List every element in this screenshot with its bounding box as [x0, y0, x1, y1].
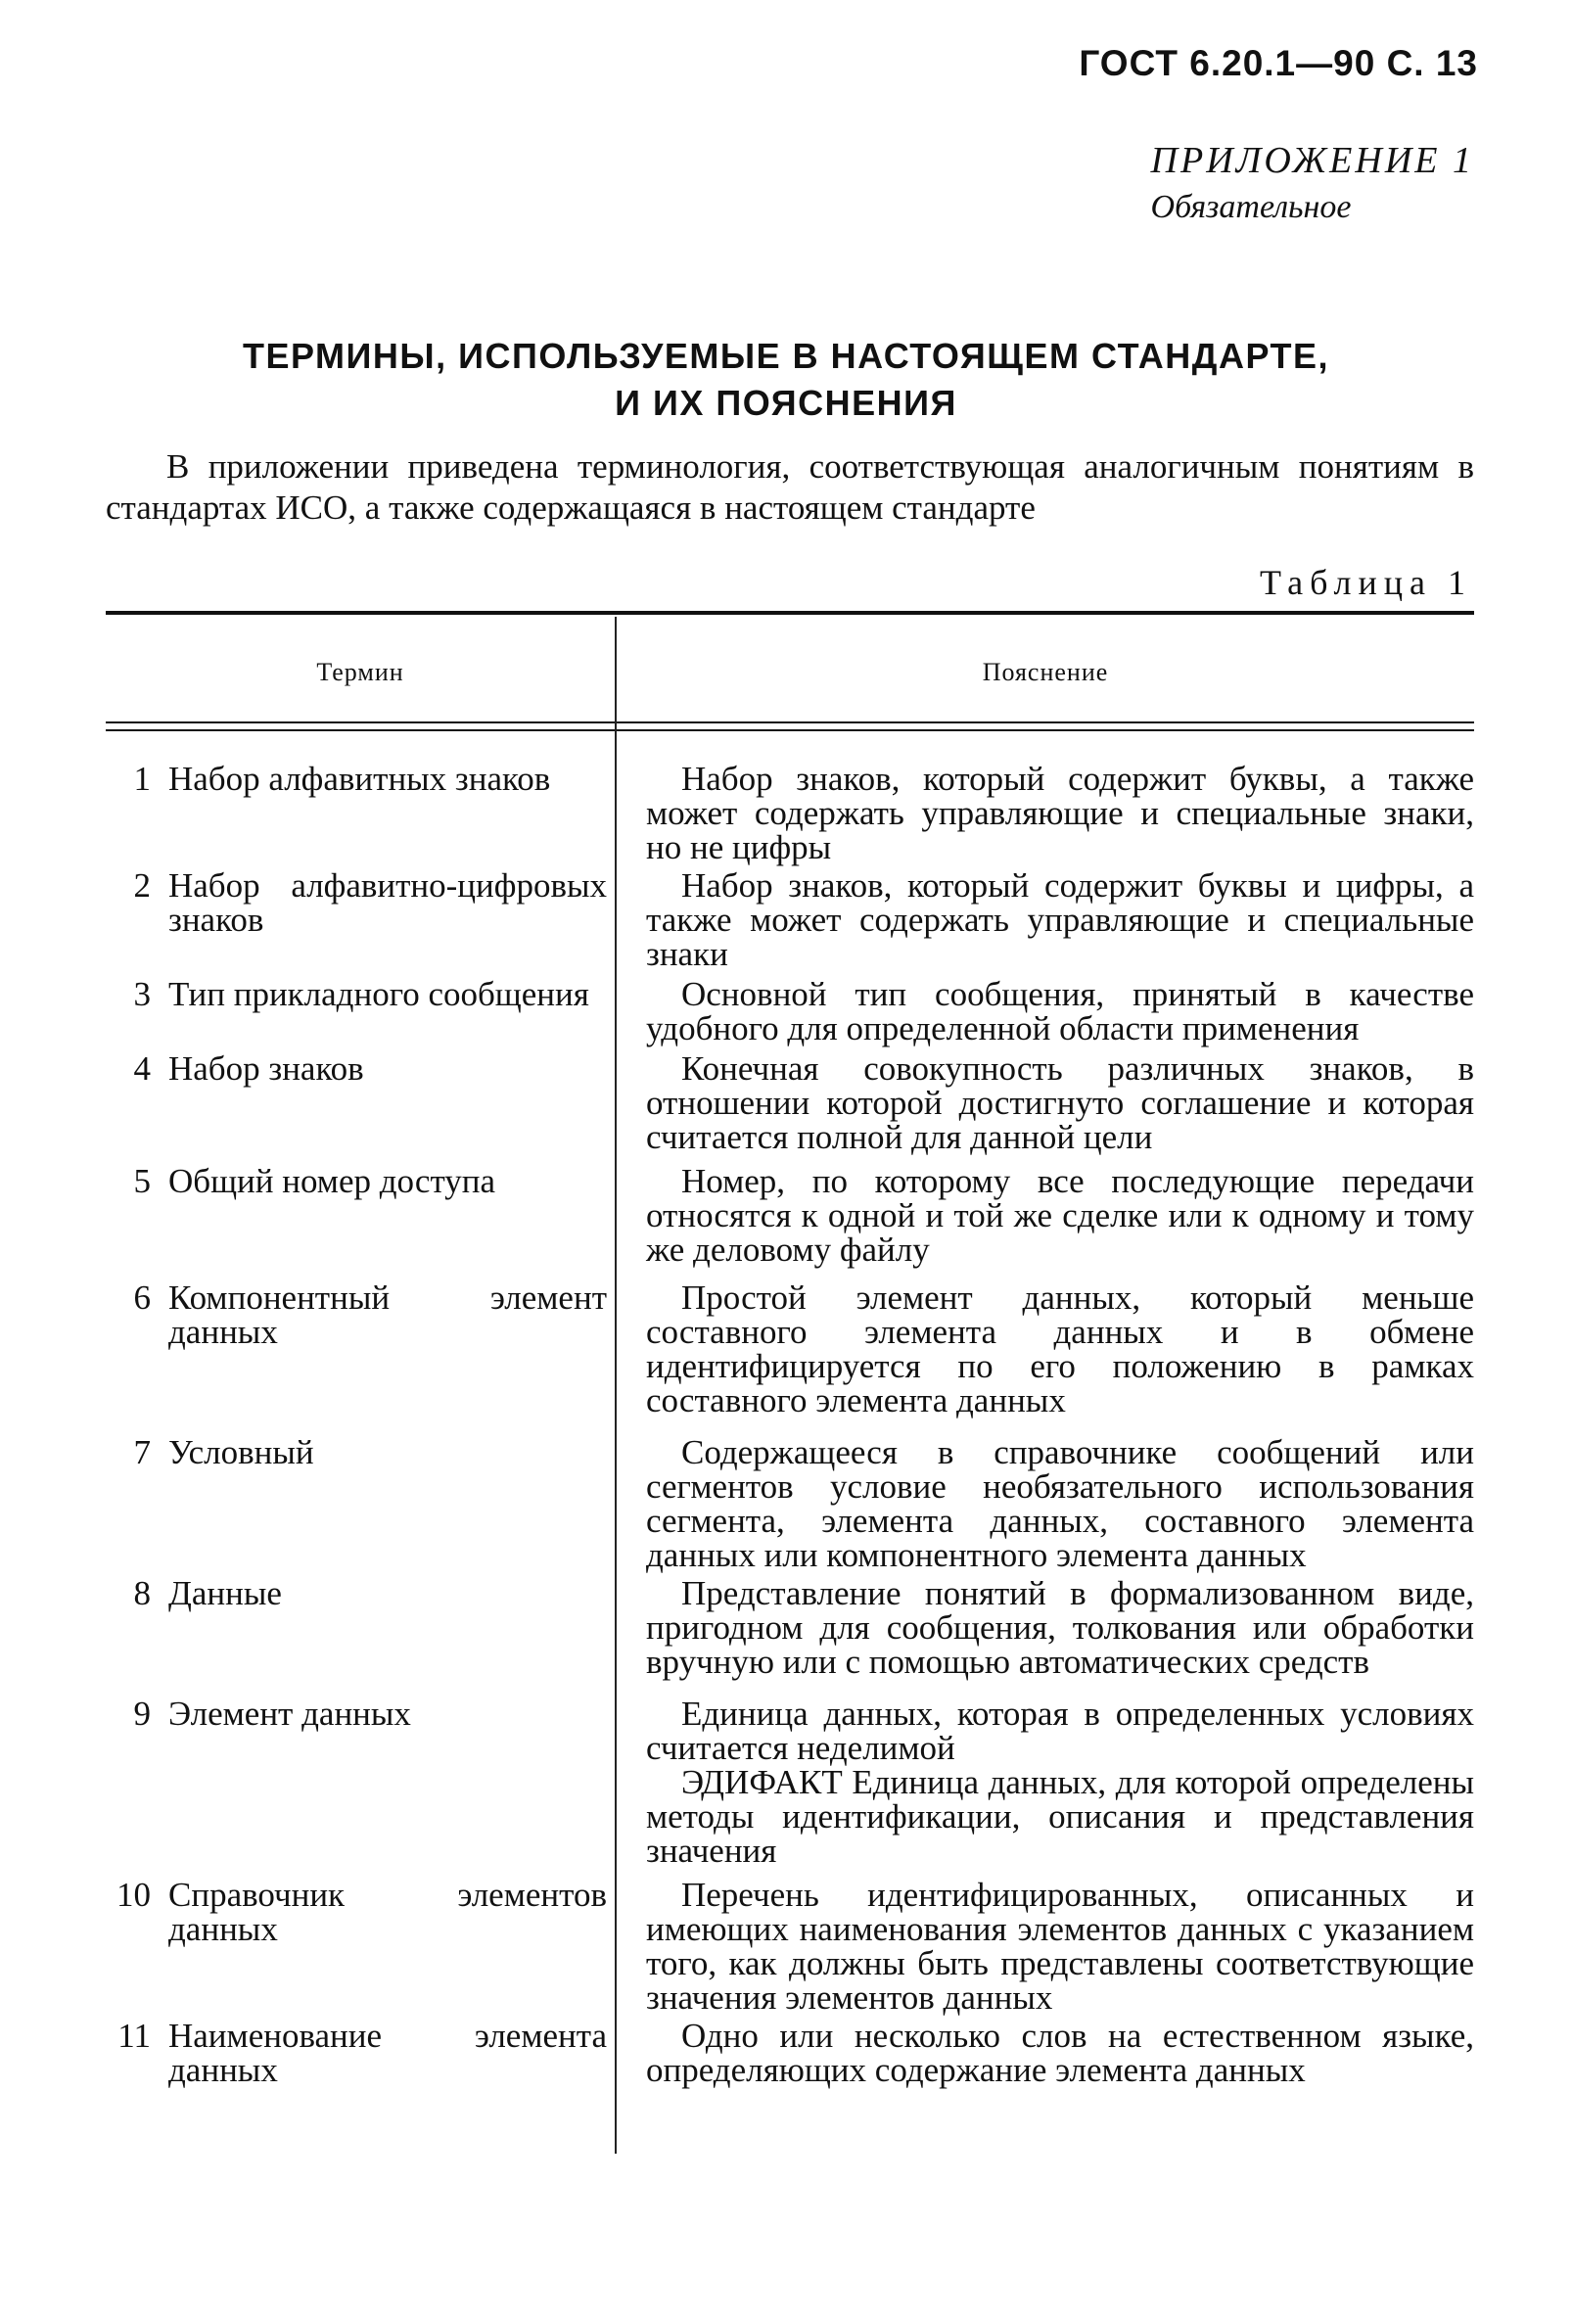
row-number: 7: [133, 1433, 151, 1471]
table-row: [106, 1435, 1474, 1572]
row-number: 10: [116, 1876, 151, 1914]
explanation-paragraph: ЭДИФАКТ Единица данных, для которой определены методы идентификации, описания и представления значения: [646, 1763, 1474, 1870]
term-text: Тип прикладного сообщения: [168, 975, 589, 1013]
explanation-paragraph: Одно или несколько слов на естественном языке, определяющих содержание элемента данных: [646, 2017, 1474, 2089]
explanation-paragraph: Набор знаков, который содержит буквы, а также может содержать управляющие и специальные знаки, но не цифры: [646, 760, 1474, 866]
table-label: Таблица 1: [1260, 563, 1472, 602]
row-number: 9: [133, 1695, 151, 1733]
term-text: Набор алфавитных знаков: [168, 760, 551, 798]
row-number: 8: [133, 1574, 151, 1612]
explanation-paragraph: Содержащееся в справочнике сообщений или сегментов условие необязательного использования сегмента, элемента данных, составного элемента данных или компонентного элемента данных: [646, 1433, 1474, 1574]
table-row: [106, 1280, 1474, 1418]
header-rule-2: [106, 729, 1474, 731]
table-row: [106, 977, 1474, 1046]
explanation-paragraph: Конечная совокупность различных знаков, в отношении которой достигнуто соглашение и которая считается полной для данной цели: [646, 1049, 1474, 1156]
table-row: [106, 1164, 1474, 1267]
table-row: [106, 762, 1474, 864]
term-text: Данные: [168, 1574, 282, 1612]
explanation-text: [646, 1878, 1474, 2015]
term-text: Справочник элементов данных: [168, 1876, 607, 1948]
explanation-paragraph: Номер, по которому все последующие передачи относятся к одной и той же сделке или к одному и тому же деловому файлу: [646, 1162, 1474, 1269]
explanation-paragraph: Единица данных, которая в определенных условиях считается неделимой: [646, 1695, 1474, 1767]
explanation-paragraph: Основной тип сообщения, принятый в качестве удобного для определенной области применения: [646, 975, 1474, 1047]
document-title: [0, 333, 1572, 427]
row-number: 3: [133, 975, 151, 1013]
appendix-label: ПРИЛОЖЕНИЕ 1: [1150, 140, 1474, 181]
explanation-text: [646, 1051, 1474, 1154]
table-row: [106, 1576, 1474, 1679]
table-row: [106, 1051, 1474, 1154]
explanation-text: [646, 1435, 1474, 1572]
appendix-block: [1151, 137, 1474, 231]
row-number: 2: [133, 866, 151, 905]
explanation-text: [646, 1697, 1474, 1868]
header-rule-1: [106, 721, 1474, 723]
term-text: Компонентный элемент данных: [168, 1278, 607, 1351]
explanation-paragraph: Простой элемент данных, который меньше составного элемента данных и в обмене идентифицируется по его положению в рамках составного элемента данных: [646, 1278, 1474, 1419]
table-row: [106, 2019, 1474, 2087]
row-number: 6: [133, 1278, 151, 1317]
term-text: Наименование элемента данных: [168, 2017, 607, 2089]
row-number: 4: [133, 1049, 151, 1088]
row-number: 11: [117, 2017, 151, 2055]
row-number: 5: [133, 1162, 151, 1200]
explanation-text: [646, 762, 1474, 864]
intro-paragraph: В приложении приведена терминология, соответствующая аналогичным понятиям в стандартах ИСО, а также содержащаяся в настоящем стандарте: [106, 447, 1474, 527]
terms-table-body: [106, 762, 1474, 2087]
explanation-text: [646, 1280, 1474, 1418]
table-row: [106, 1878, 1474, 2015]
term-text: Общий номер доступа: [168, 1162, 496, 1200]
explanation-paragraph: Представление понятий в формализованном виде, пригодном для сообщения, толкования или обработки вручную или с помощью автоматических средств: [646, 1574, 1474, 1681]
column-header-explanation: Пояснение: [982, 658, 1109, 686]
table-row: [106, 868, 1474, 971]
running-title: ГОСТ 6.20.1—90 С. 13: [1079, 43, 1478, 83]
explanation-paragraph: Перечень идентифицированных, описанных и имеющих наименования элементов данных с указанием того, как должны быть представлены соответствующие значения элементов данных: [646, 1876, 1474, 2017]
term-text: Набор алфавитно-цифровых знаков: [168, 866, 607, 939]
explanation-text: [646, 868, 1474, 971]
table-top-rule: [106, 611, 1474, 615]
column-header-term: Термин: [316, 658, 404, 686]
term-text: Набор знаков: [168, 1049, 364, 1088]
title-line-1: ТЕРМИНЫ, ИСПОЛЬЗУЕМЫЕ В НАСТОЯЩЕМ СТАНДАРТЕ,: [243, 336, 1329, 376]
row-number: 1: [133, 760, 151, 798]
explanation-paragraph: Набор знаков, который содержит буквы и цифры, а также может содержать управляющие и специальные знаки: [646, 866, 1474, 973]
term-text: Условный: [168, 1433, 314, 1471]
appendix-status: Обязательное: [1150, 189, 1352, 225]
term-text: Элемент данных: [168, 1695, 411, 1733]
explanation-text: [646, 2019, 1474, 2087]
table-row: [106, 1697, 1474, 1868]
explanation-text: [646, 1576, 1474, 1679]
explanation-text: [646, 1164, 1474, 1267]
explanation-text: [646, 977, 1474, 1046]
title-line-2: И ИХ ПОЯСНЕНИЯ: [615, 383, 957, 423]
